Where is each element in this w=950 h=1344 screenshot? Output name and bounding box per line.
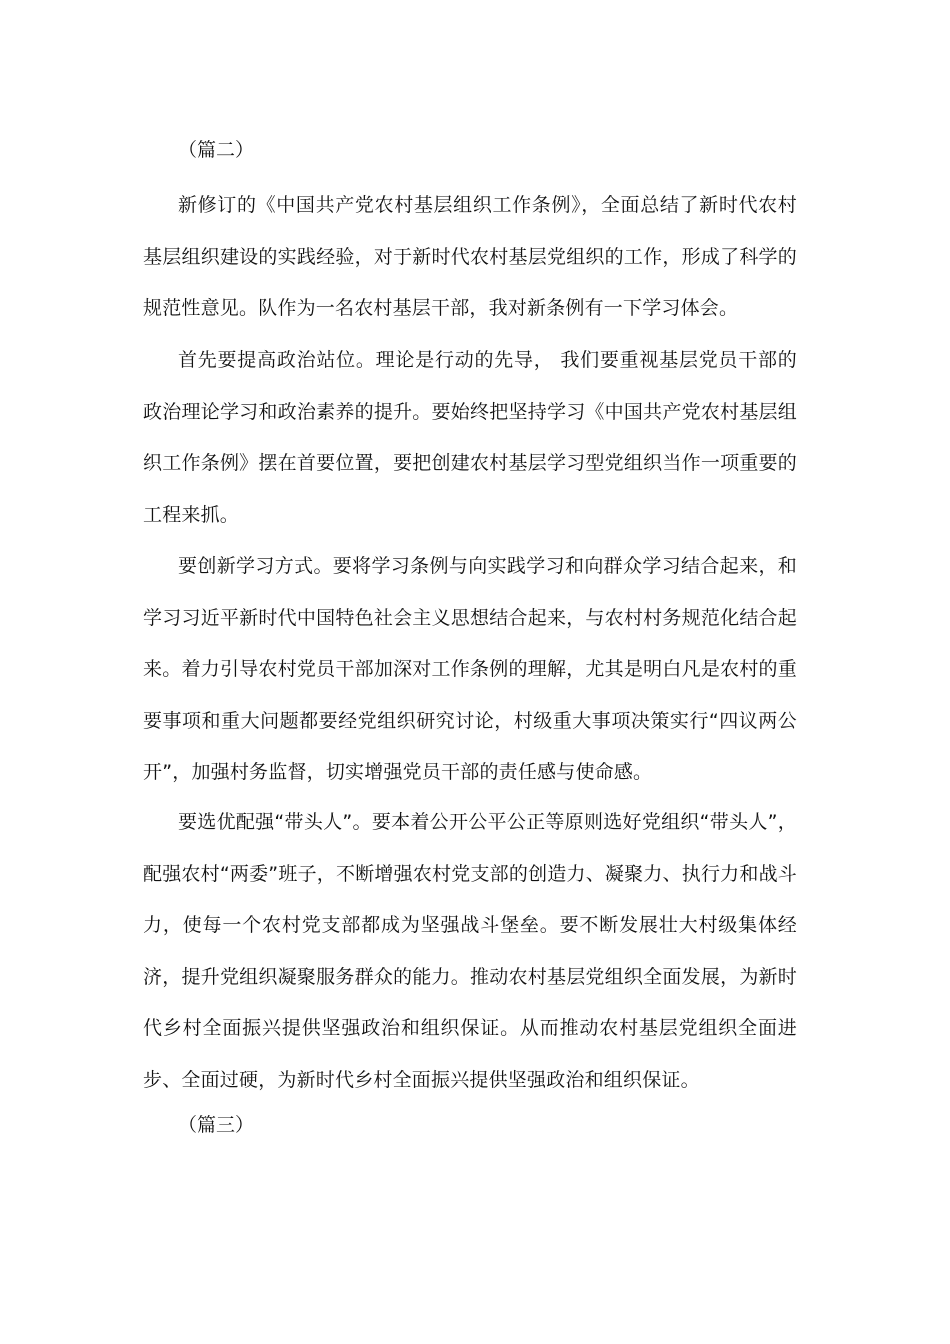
paragraph-3: 要创新学习方式。要将学习条例与向实践学习和向群众学习结合起来，和学习习近平新时代中国特色社会主义思想结合起来，与农村村务规范化结合起来。着力引导农村党员干部加深对工作条例的理解，尤其是明白凡是农村的重要事项和重大问题都要经党组织研究讨论，村级重大事项决策实行“四议两公开”，加强村务监督，切实增强党员干部的责任感与使命感。: [143, 555, 797, 783]
paragraph-4: 要选优配强“带头人”。要本着公开公平公正等原则选好党组织“带头人”，配强农村“两委”班子，不断增强农村党支部的创造力、凝聚力、执行力和战斗力，使每一个农村党支部都成为坚强战斗堡垒。要不断发展壮大村级集体经济，提升党组织凝聚服务群众的能力。推动农村基层党组织全面发展，为新时代乡村全面振兴提供坚强政治和组织保证。从而推动农村基层党组织全面进步、全面过硬，为新时代乡村全面振兴提供坚强政治和组织保证。: [143, 811, 797, 1091]
paragraph-1: 新修订的《中国共产党农村基层组织工作条例》，全面总结了新时代农村基层组织建设的实践经验，对于新时代农村基层党组织的工作，形成了科学的规范性意见。队作为一名农村基层干部，我对新条例有一下学习体会。: [143, 194, 797, 319]
section-heading-3: （篇三）: [178, 1114, 255, 1136]
section-heading-2: （篇二）: [178, 139, 255, 161]
paragraph-2: 首先要提高政治站位。理论是行动的先导， 我们要重视基层党员干部的政治理论学习和政治素养的提升。要始终把坚持学习《中国共产党农村基层组织工作条例》摆在首要位置，要把创建农村基层学习型党组织当作一项重要的工程来抓。: [143, 349, 797, 526]
